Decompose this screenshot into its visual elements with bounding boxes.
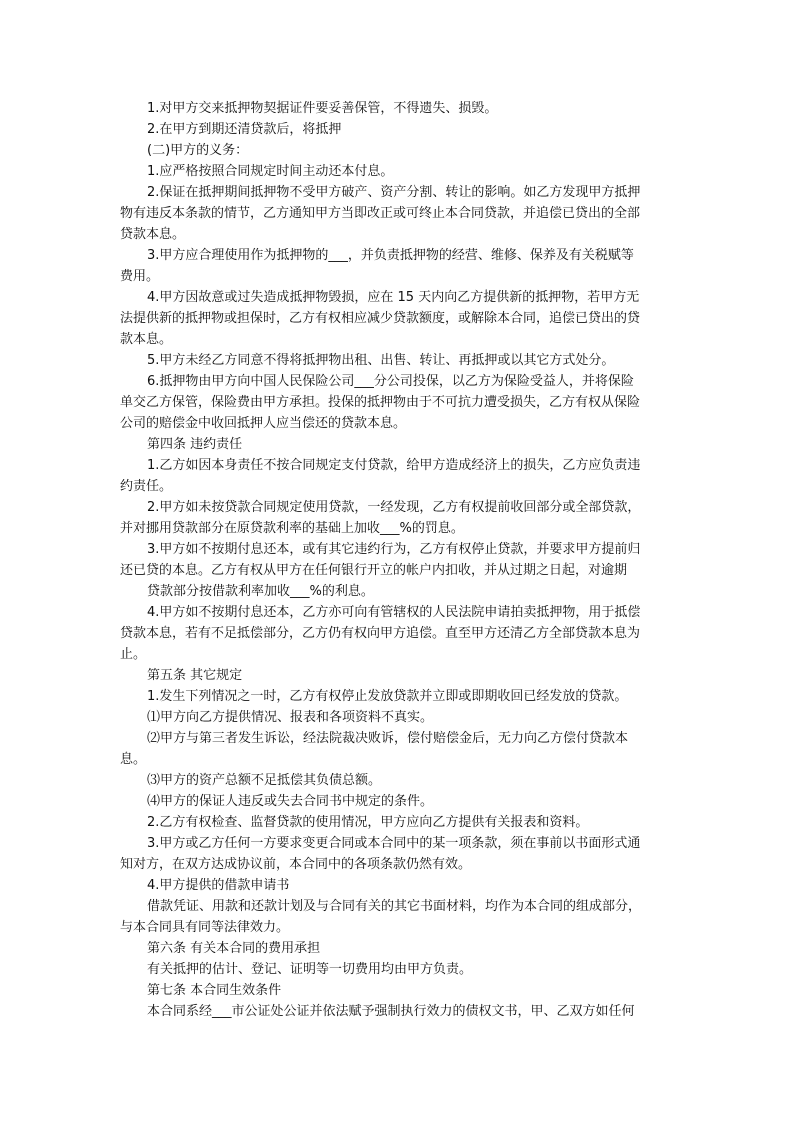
text-line: 2.在甲方到期还清贷款后，将抵押 [147, 122, 342, 137]
text-line: 1.应严格按照合同规定时间主动还本付息。 [147, 164, 394, 179]
text-line: 1.乙方如因本身责任不按合同规定支付贷款，给甲方造成经济上的损失，乙方应负责违 [147, 458, 641, 473]
text-line: 贷款部分按借款利率加收___%的利息。 [147, 584, 374, 599]
text-line: 3.甲方应合理使用作为抵押物的___，并负责抵押物的经营、维修、保养及有关税赋等 [147, 248, 634, 263]
text-line: 4.甲方如不按期付息还本，乙方亦可向有管辖权的人民法院申请拍卖抵押物，用于抵偿 [147, 605, 641, 620]
text-line: ⑵甲方与第三者发生诉讼，经法院裁决败诉，偿付赔偿金后，无力向乙方偿付贷款本 [147, 731, 629, 746]
text-line: 款本息。 [120, 332, 173, 347]
text-line: ⑷甲方的保证人违反或失去合同书中规定的条件。 [147, 794, 434, 809]
text-line: 还已贷的本息。乙方有权从甲方在任何银行开立的帐户内扣收，并从过期之日起，对逾期 [120, 563, 628, 578]
text-line: 2.乙方有权检查、监督贷款的使用情况，甲方应向乙方提供有关报表和资料。 [147, 815, 589, 830]
text-line: ⑶甲方的资产总额不足抵偿其负债总额。 [147, 773, 382, 788]
text-line: 公司的赔偿金中收回抵押人应当偿还的贷款本息。 [120, 416, 407, 431]
text-line: 1.对甲方交来抵押物契据证件要妥善保管，不得遗失、损毁。 [147, 101, 498, 116]
section-heading: 第五条 其它规定 [147, 668, 243, 683]
text-line: 6.抵押物由甲方向中国人民保险公司___分公司投保，以乙方为保险受益人，并将保险 [147, 374, 634, 389]
text-line: 2.甲方如未按贷款合同规定使用贷款，一经发现，乙方有权提前收回部分或全部贷款， [147, 500, 641, 515]
text-line: 止。 [120, 647, 147, 662]
document-page [120, 98, 676, 1022]
text-line: 有关抵押的估计、登记、证明等一切费用均由甲方负责。 [147, 962, 473, 977]
text-line: 息。 [120, 752, 147, 767]
text-line: 1.发生下列情况之一时，乙方有权停止发放贷款并立即或即期收回已经发放的贷款。 [147, 689, 628, 704]
text-line: 本合同系经___市公证处公证并依法赋予强制执行效力的债权文书，甲、乙双方如任何 [147, 1004, 635, 1019]
text-line: 并对挪用贷款部分在原贷款利率的基础上加收___%的罚息。 [120, 521, 464, 536]
section-heading: 第七条 本合同生效条件 [147, 983, 282, 998]
text-line: 2.保证在抵押期间抵押物不受甲方破产、资产分割、转让的影响。如乙方发现甲方抵押 [147, 185, 641, 200]
text-line: (二)甲方的义务： [147, 143, 249, 158]
text-line: ⑴甲方向乙方提供情况、报表和各项资料不真实。 [147, 710, 434, 725]
text-line: 知对方，在双方达成协议前，本合同中的各项条款仍然有效。 [120, 857, 472, 872]
text-line: 单交乙方保管，保险费由甲方承担。投保的抵押物由于不可抗力遭受损失，乙方有权从保险 [120, 395, 641, 410]
section-heading: 第六条 有关本合同的费用承担 [147, 941, 321, 956]
text-line: 3.甲方如不按期付息还本，或有其它违约行为，乙方有权停止贷款，并要求甲方提前归 [147, 542, 641, 557]
text-line: 贷款本息。 [120, 227, 186, 242]
text-line: 约责任。 [120, 479, 173, 494]
text-line: 法提供新的抵押物或担保时，乙方有权相应减少贷款额度，或解除本合同，追偿已贷出的贷 [120, 311, 641, 326]
section-heading: 第四条 违约责任 [147, 437, 243, 452]
text-line: 费用。 [120, 269, 160, 284]
text-line: 4.甲方因故意或过失造成抵押物毁损，应在 15 天内向乙方提供新的抵押物，若甲方无 [147, 290, 640, 305]
text-line: 借款凭证、用款和还款计划及与合同有关的其它书面材料，均作为本合同的组成部分， [147, 899, 642, 914]
text-line: 与本合同具有同等法律效力。 [120, 920, 290, 935]
text-line: 贷款本息，若有不足抵偿部分，乙方仍有权向甲方追偿。直至甲方还清乙方全部贷款本息为 [120, 626, 641, 641]
text-line: 4.甲方提供的借款申请书 [147, 878, 290, 893]
text-line: 物有违反本条款的情节，乙方通知甲方当即改正或可终止本合同贷款，并追偿已贷出的全部 [120, 206, 641, 221]
text-line: 3.甲方或乙方任何一方要求变更合同或本合同中的某一项条款，须在事前以书面形式通 [147, 836, 641, 851]
text-line: 5.甲方未经乙方同意不得将抵押物出租、出售、转让、再抵押或以其它方式处分。 [147, 353, 615, 368]
